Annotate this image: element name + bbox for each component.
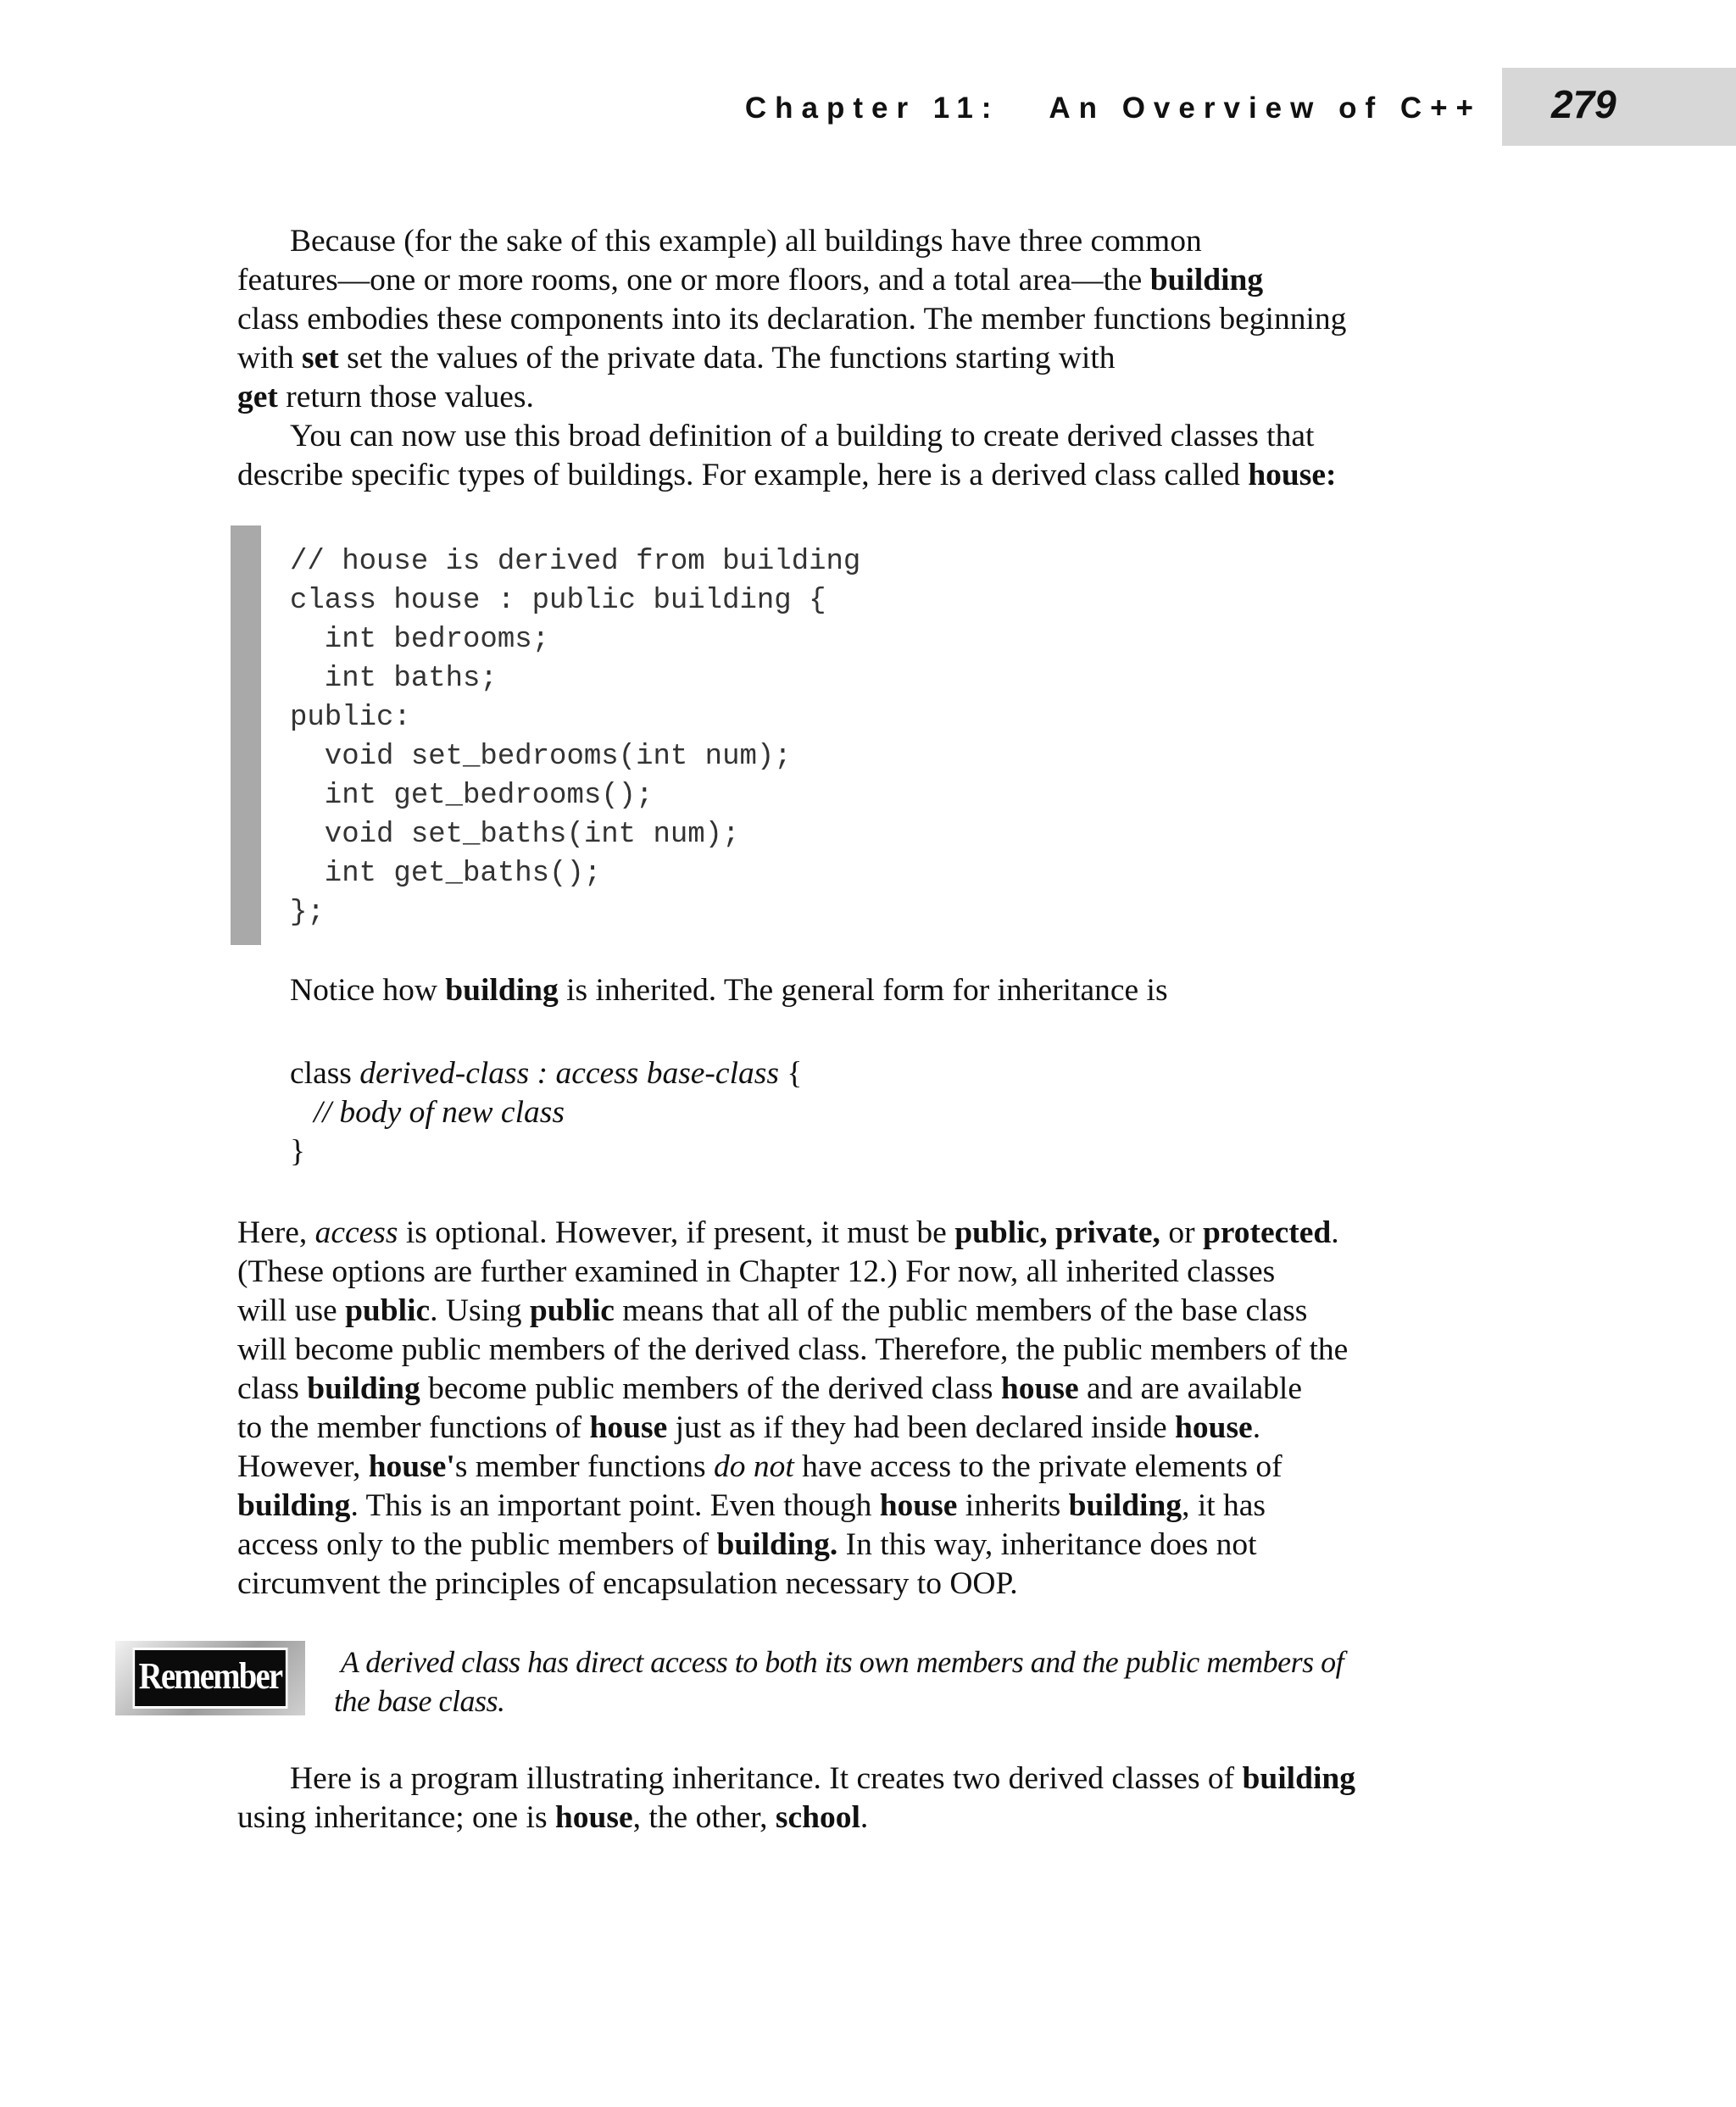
text-run: is inherited. The general form for inheritance is bbox=[558, 973, 1168, 1008]
text-run: Here is a program illustrating inheritance. It creates two derived classes of bbox=[290, 1761, 1243, 1796]
text-line bbox=[237, 1526, 1492, 1565]
text-run: . bbox=[1331, 1215, 1339, 1250]
bold-term: school bbox=[775, 1800, 860, 1835]
bold-term: building bbox=[445, 973, 559, 1008]
bold-term: protected bbox=[1202, 1215, 1332, 1250]
code-line: int baths; bbox=[290, 663, 498, 695]
inheritance-general-form bbox=[290, 1054, 802, 1171]
text-run: } bbox=[290, 1134, 305, 1169]
text-run: will become public members of the derived class. Therefore, the public members of the bbox=[237, 1332, 1349, 1367]
text-run: set the values of the private data. The functions starting with bbox=[338, 341, 1116, 375]
text-run: using inheritance; one is bbox=[237, 1800, 555, 1835]
italic-term: derived-class : access base-class bbox=[359, 1056, 779, 1091]
text-run: is optional. However, if present, it must be bbox=[398, 1215, 955, 1250]
text-run: class embodies these components into its declaration. The member functions beginning bbox=[237, 302, 1347, 336]
text-line bbox=[237, 417, 1492, 456]
code-line: int get_bedrooms(); bbox=[290, 780, 654, 812]
paragraph-building-features bbox=[237, 222, 1492, 417]
text-line bbox=[237, 339, 1492, 378]
text-line bbox=[237, 1214, 1492, 1253]
text-line bbox=[237, 1760, 1492, 1798]
bold-term: public bbox=[529, 1293, 615, 1328]
text-line bbox=[237, 1331, 1492, 1370]
bold-term: building bbox=[1149, 263, 1264, 297]
bold-term: building bbox=[1242, 1761, 1355, 1796]
text-run: access only to the public members of bbox=[237, 1527, 717, 1562]
text-run: { bbox=[778, 1056, 803, 1091]
bold-term: set bbox=[302, 341, 339, 375]
text-run bbox=[290, 1095, 314, 1130]
text-line bbox=[237, 378, 1492, 417]
text-line bbox=[237, 1370, 1492, 1409]
text-line bbox=[237, 1409, 1492, 1448]
bold-term: house bbox=[1175, 1410, 1253, 1445]
bold-term: building. bbox=[716, 1527, 838, 1562]
text-run: return those values. bbox=[277, 380, 534, 414]
bold-term: house bbox=[554, 1800, 633, 1835]
chapter-title: Chapter 11: An Overview of C++ bbox=[744, 92, 1482, 125]
text-run: s member functions bbox=[454, 1449, 714, 1484]
text-run: . bbox=[1252, 1410, 1261, 1445]
remember-note-line: the base class. bbox=[334, 1684, 505, 1718]
text-run: . This is an important point. Even though bbox=[350, 1488, 880, 1523]
text-run: Because (for the sake of this example) all buildings have three common bbox=[290, 224, 1202, 259]
italic-term: do not bbox=[713, 1449, 794, 1484]
text-line bbox=[237, 300, 1492, 339]
code-line: int bedrooms; bbox=[290, 624, 550, 656]
text-run: just as if they had been declared inside bbox=[667, 1410, 1175, 1445]
text-run: You can now use this broad definition of a building to create derived classes that bbox=[290, 419, 1315, 453]
text-run: to the member functions of bbox=[237, 1410, 590, 1445]
text-run: features—one or more rooms, one or more floors, and a total area—the bbox=[237, 263, 1150, 297]
text-line bbox=[290, 1054, 802, 1093]
bold-term: building bbox=[1068, 1488, 1182, 1523]
text-run: class bbox=[290, 1056, 360, 1091]
italic-term: // body of new class bbox=[314, 1095, 565, 1130]
bold-term: house bbox=[1000, 1371, 1079, 1406]
text-line bbox=[237, 971, 1492, 1010]
text-run: circumvent the principles of encapsulation necessary to OOP. bbox=[237, 1566, 1018, 1601]
text-line bbox=[237, 1487, 1492, 1526]
text-run: will use bbox=[237, 1293, 346, 1328]
italic-term: access bbox=[314, 1215, 398, 1250]
code-line: void set_bedrooms(int num); bbox=[290, 741, 792, 773]
remember-note-line: A derived class has direct access to both its own members and the public members of bbox=[334, 1645, 1344, 1679]
text-run: Here, bbox=[237, 1215, 315, 1250]
text-run: . Using bbox=[430, 1293, 530, 1328]
bold-term: house' bbox=[368, 1449, 455, 1484]
text-line bbox=[237, 1292, 1492, 1331]
text-run: Notice how bbox=[290, 973, 446, 1008]
code-line: }; bbox=[290, 897, 325, 929]
text-run: (These options are further examined in Chapter 12.) For now, all inherited classes bbox=[237, 1254, 1276, 1289]
paragraph-access-specifier bbox=[237, 1214, 1492, 1604]
code-listing bbox=[231, 525, 909, 945]
text-run: means that all of the public members of the base class bbox=[614, 1293, 1308, 1328]
text-line bbox=[237, 261, 1492, 300]
text-run: . bbox=[860, 1800, 869, 1835]
text-run: and are available bbox=[1078, 1371, 1302, 1406]
bold-term: house: bbox=[1248, 458, 1337, 492]
paragraph-notice-inheritance bbox=[237, 971, 1492, 1010]
text-run: , it has bbox=[1182, 1488, 1266, 1523]
bold-term: get bbox=[237, 380, 278, 414]
text-run: In this way, inheritance does not bbox=[837, 1527, 1257, 1562]
text-run: become public members of the derived class bbox=[420, 1371, 1001, 1406]
bold-term: public bbox=[345, 1293, 431, 1328]
remember-label: Remember bbox=[132, 1648, 287, 1709]
text-line bbox=[290, 1093, 802, 1132]
bold-term: building bbox=[307, 1371, 420, 1406]
text-run: with bbox=[237, 341, 303, 375]
text-line bbox=[237, 222, 1492, 261]
text-line bbox=[237, 1253, 1492, 1292]
text-line bbox=[237, 456, 1492, 495]
page-number: 279 bbox=[1551, 82, 1616, 126]
code-line: int get_baths(); bbox=[290, 858, 602, 890]
text-run: describe specific types of buildings. For example, here is a derived class called bbox=[237, 458, 1249, 492]
text-run: class bbox=[237, 1371, 308, 1406]
remember-note bbox=[334, 1643, 1478, 1721]
text-run: However, bbox=[237, 1449, 369, 1484]
text-run: inherits bbox=[957, 1488, 1069, 1523]
paragraph-derived-classes-intro bbox=[237, 417, 1492, 495]
text-line bbox=[290, 1132, 802, 1171]
remember-icon bbox=[115, 1641, 305, 1715]
code-line: class house : public building { bbox=[290, 585, 826, 617]
code-line: public: bbox=[290, 702, 411, 734]
bold-term: house bbox=[589, 1410, 668, 1445]
code-margin-bar bbox=[231, 525, 261, 945]
page-number-tab bbox=[1502, 68, 1736, 146]
bold-term: house bbox=[879, 1488, 958, 1523]
text-line bbox=[237, 1448, 1492, 1487]
text-line bbox=[237, 1565, 1492, 1604]
code-line: void set_baths(int num); bbox=[290, 819, 740, 851]
bold-term: building bbox=[237, 1488, 351, 1523]
code-line: // house is derived from building bbox=[290, 546, 861, 578]
code-text bbox=[290, 542, 860, 932]
text-run: , the other, bbox=[632, 1800, 776, 1835]
text-line bbox=[237, 1798, 1492, 1837]
text-run: or bbox=[1160, 1215, 1203, 1250]
text-run: have access to the private elements of bbox=[793, 1449, 1283, 1484]
paragraph-program-intro bbox=[237, 1760, 1492, 1837]
bold-term: public, private, bbox=[954, 1215, 1160, 1250]
